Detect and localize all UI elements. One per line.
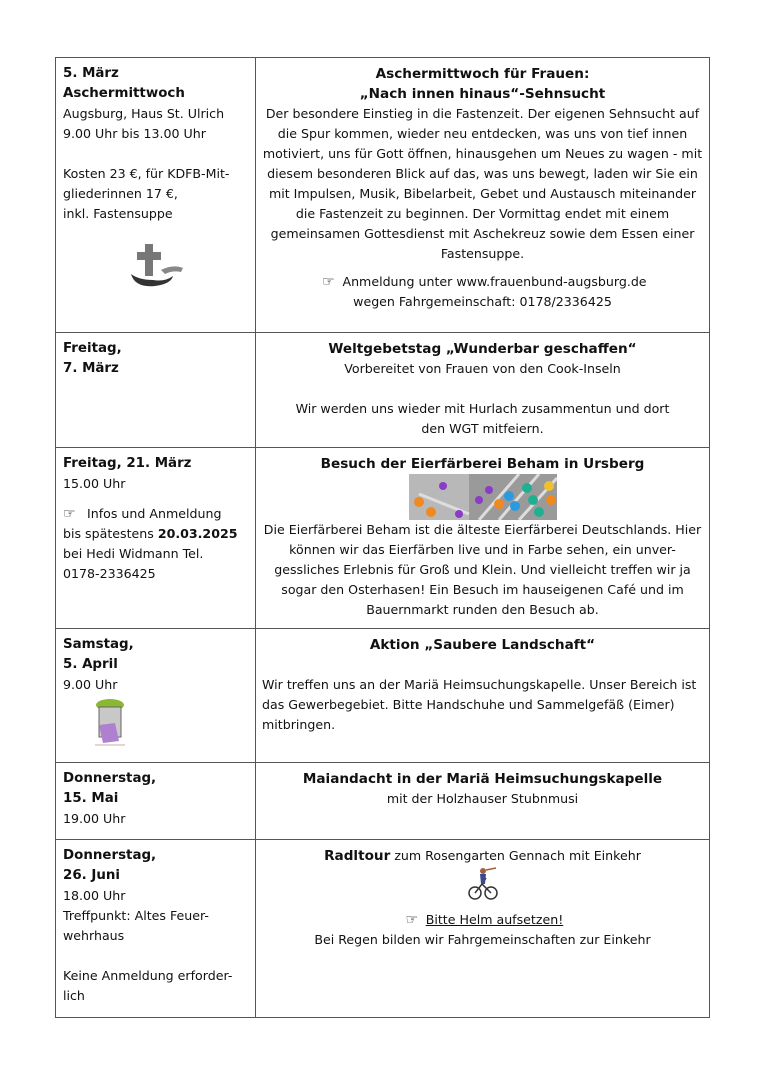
event-time: 19.00 Uhr [63, 811, 126, 826]
event-date: Freitag, 21. März [63, 456, 192, 471]
trash-bin-icon [85, 697, 135, 747]
event-description-cell [256, 448, 710, 629]
event-row [56, 448, 710, 629]
event-body: Der besondere Einstieg in die Fastenzeit. Der eigenen Sehnsucht auf die Spur kommen, wieder neu entdecken, was uns von tief innen motiviert, uns für Gott öffnen, hinausgehen um Neues zu wagen - mit diesem besonderen Blick auf das, was uns bewegt, laden wir Sie ein mit Impulsen, Musik, Bibelarbeit, Gebet und Austausch miteinander die Fastenzeit zu beginnen. Der Vormittag endet mit einem gemeinsamen Gottesdienst mit Aschekreuz sowie dem Essen einer Fastensuppe. [262, 106, 703, 261]
event-title: Aschermittwoch für Frauen: [375, 66, 590, 82]
meeting-point: Treffpunkt: Altes Feuer- [63, 908, 209, 923]
event-date: 15. Mai [63, 791, 119, 806]
event-title: Radltour [324, 848, 391, 864]
event-description-cell [256, 333, 710, 448]
event-subtitle: Vorbereitet von Frauen von den Cook-Inseln [344, 361, 621, 376]
event-body: Wir werden uns wieder mit Hurlach zusammentun und dort den WGT mitfeiern. [295, 401, 670, 436]
pointing-hand-icon: ☞ [322, 274, 335, 290]
event-title: Aktion „Saubere Landschaft“ [369, 637, 596, 653]
event-date-cell [56, 763, 256, 840]
event-description-cell [256, 840, 710, 1018]
event-time: 15.00 Uhr [63, 476, 126, 491]
event-date: 7. März [63, 361, 119, 376]
contact-phone: 0178-2336425 [63, 566, 156, 581]
event-date: Donnerstag, [63, 771, 157, 786]
event-time: 9.00 Uhr [63, 677, 118, 692]
carpool-info: wegen Fahrgemeinschaft: 0178/2336425 [353, 294, 612, 309]
event-row [56, 763, 710, 840]
event-description-cell [256, 629, 710, 763]
event-subtitle: mit der Holzhauser Stubnmusi [386, 791, 579, 806]
event-date-cell [56, 333, 256, 448]
pointing-hand-icon: ☞ [63, 506, 76, 522]
deadline-label: bis spätestens [63, 526, 158, 541]
event-date-cell [56, 840, 256, 1018]
event-title: Besuch der Eierfärberei Beham in Ursberg [320, 456, 645, 472]
deadline-date: 20.03.2025 [157, 526, 238, 541]
event-title: Maiandacht in der Mariä Heimsuchungskapelle [302, 771, 663, 787]
pointing-hand-icon: ☞ [405, 912, 418, 928]
event-cost: inkl. Fastensuppe [63, 206, 173, 221]
egg-dyeing-photo [409, 474, 557, 520]
event-date: 5. März [63, 66, 119, 81]
event-body: Die Eierfärberei Beham ist die älteste Eierfärberei Deutschlands. Hier können wir das Eierfärben live und in Farbe sehen, ein unver-gessliches Erlebnis für Groß und Klein. Und vielleicht treffen wir ja sogar den Osterhasen! Ein Besuch im hauseigenen Café und im Bauernmarkt runden den Besuch ab. [263, 522, 702, 617]
rain-note: Bei Regen bilden wir Fahrgemeinschaften zur Einkehr [314, 932, 651, 947]
event-title-rest: zum Rosengarten Gennach mit Einkehr [390, 848, 641, 863]
event-location: Augsburg, Haus St. Ulrich [63, 106, 225, 121]
registration-note: Keine Anmeldung erforder- [63, 968, 233, 983]
contact-info: bei Hedi Widmann Tel. [63, 546, 204, 561]
event-date-cell [56, 448, 256, 629]
helmet-reminder: Bitte Helm aufsetzen! [425, 912, 564, 927]
event-title: Weltgebetstag „Wunderbar geschaffen“ [328, 341, 637, 357]
registration-note: lich [63, 988, 85, 1003]
meeting-point: wehrhaus [63, 928, 125, 943]
event-description-cell [256, 58, 710, 333]
event-date-cell [56, 58, 256, 333]
event-row [56, 629, 710, 763]
event-row [56, 840, 710, 1018]
event-cost: Kosten 23 €, für KDFB-Mit- [63, 166, 230, 181]
event-name: Aschermittwoch [63, 86, 185, 101]
event-date: Samstag, [63, 637, 134, 652]
info-label: Infos und Anmeldung [87, 506, 222, 521]
event-date: 26. Juni [63, 868, 121, 883]
event-date: Freitag, [63, 341, 122, 356]
event-time: 9.00 Uhr bis 13.00 Uhr [63, 126, 206, 141]
event-row [56, 58, 710, 333]
event-body: Wir treffen uns an der Mariä Heimsuchungskapelle. Unser Bereich ist das Gewerbegebiet. Bitte Handschuhe und Sammelgefäß (Eimer) mitbringen. [262, 677, 697, 732]
event-title: „Nach innen hinaus“-Sehnsucht [359, 86, 606, 102]
event-description-cell [256, 763, 710, 840]
ash-cross-icon [125, 242, 187, 292]
event-time: 18.00 Uhr [63, 888, 126, 903]
cyclist-icon [466, 866, 500, 900]
registration-link[interactable]: Anmeldung unter www.frauenbund-augsburg.de [342, 274, 647, 289]
event-date: Donnerstag, [63, 848, 157, 863]
events-table [55, 57, 710, 1018]
event-row [56, 333, 710, 448]
event-cost: gliederinnen 17 €, [63, 186, 178, 201]
event-date-cell [56, 629, 256, 763]
event-date: 5. April [63, 657, 118, 672]
